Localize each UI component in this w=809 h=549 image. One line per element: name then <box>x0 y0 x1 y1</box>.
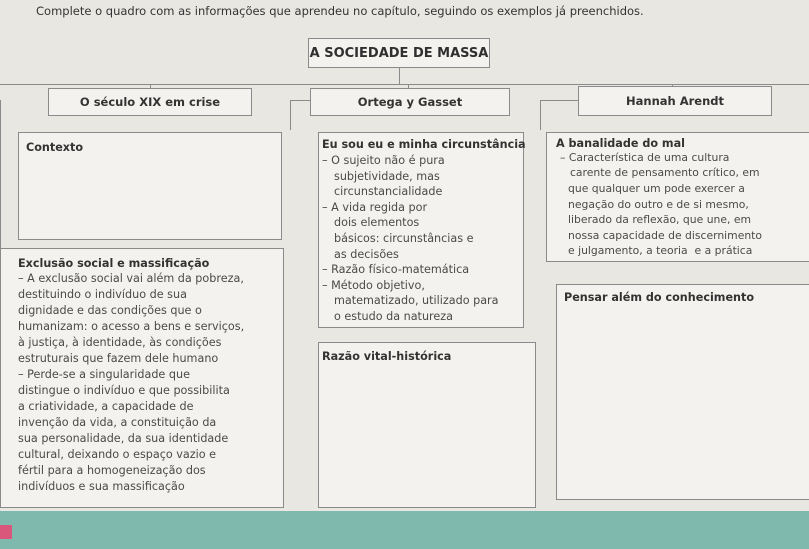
exclusao-line: indivíduos e sua massificação <box>18 480 185 493</box>
exclusao-line: – A exclusão social vai além da pobreza, <box>18 272 244 285</box>
circunstancia-line: – Método objetivo, <box>322 279 425 292</box>
banalidade-line: liberado da reflexão, que une, em <box>568 213 752 226</box>
connector-horizontal <box>0 84 809 85</box>
circunstancia-line: básicos: circunstâncias e <box>334 232 474 245</box>
razao-vital-box <box>318 342 536 508</box>
circunstancia-heading: Eu sou eu e minha circunstância <box>322 138 526 151</box>
exclusao-line: sua personalidade, da sua identidade <box>18 432 229 445</box>
exclusao-line: a criatividade, a capacidade de <box>18 400 194 413</box>
circunstancia-line: – O sujeito não é pura <box>322 154 445 167</box>
banalidade-line: que qualquer um pode exercer a <box>568 182 745 195</box>
page-title: A SOCIEDADE DE MASSA <box>308 38 490 68</box>
exclusao-line: à justiça, à identidade, às condições <box>18 336 222 349</box>
right-stub-1 <box>540 100 578 101</box>
banalidade-line: – Característica de uma cultura <box>560 151 730 164</box>
circunstancia-line: – Razão físico-matemática <box>322 263 470 276</box>
middle-stub-2 <box>290 100 291 130</box>
exclusao-line: – Perde-se a singularidade que <box>18 368 190 381</box>
banalidade-line: negação do outro e de si mesmo, <box>568 198 749 211</box>
circunstancia-line: dois elementos <box>334 216 420 229</box>
connector-title-down <box>399 68 400 85</box>
exclusao-line: distingue o indivíduo e que possibilita <box>18 384 230 397</box>
circunstancia-line: subjetividade, mas <box>334 170 440 183</box>
banalidade-line: e julgamento, a teoria e a prática <box>568 244 753 257</box>
banalidade-line: nossa capacidade de discernimento <box>568 229 763 242</box>
instruction-text: Complete o quadro com as informações que aprendeu no capítulo, seguindo os exemplos já preenchidos. <box>36 4 644 18</box>
exclusao-heading: Exclusão social e massificação <box>18 257 210 270</box>
banalidade-line: carente de pensamento crítico, em <box>570 166 760 179</box>
circunstancia-line: o estudo da natureza <box>334 310 453 323</box>
razao-vital-heading: Razão vital-histórica <box>322 350 452 363</box>
pensar-alem-box <box>556 284 809 500</box>
column-header-seculo-xix: O século XIX em crise <box>48 88 252 116</box>
circunstancia-line: – A vida regida por <box>322 201 428 214</box>
left-vertical-line <box>0 100 1 250</box>
column-header-ortega: Ortega y Gasset <box>310 88 510 116</box>
circunstancia-line: circunstancialidade <box>334 185 443 198</box>
exclusao-line: cultural, deixando o espaço vazio e <box>18 448 217 461</box>
contexto-heading: Contexto <box>26 141 84 154</box>
decorative-bottom-strip <box>0 511 809 549</box>
right-stub-2 <box>540 100 541 130</box>
exclusao-line: destituindo o indivíduo de sua <box>18 288 187 301</box>
exclusao-line: invenção da vida, a constituição da <box>18 416 217 429</box>
exclusao-line: humanizam: o acesso a bens e serviços, <box>18 320 245 333</box>
exclusao-line: estruturais que fazem dele humano <box>18 352 219 365</box>
exclusao-line: fértil para a homogeneização dos <box>18 464 206 477</box>
exclusao-line: dignidade e das condições que o <box>18 304 202 317</box>
circunstancia-line: matematizado, utilizado para <box>334 294 499 307</box>
decorative-pink-mark <box>0 525 12 539</box>
pensar-alem-heading: Pensar além do conhecimento <box>564 291 755 304</box>
banalidade-heading: A banalidade do mal <box>556 137 685 150</box>
column-header-arendt: Hannah Arendt <box>578 86 772 116</box>
circunstancia-line: as decisões <box>334 248 399 261</box>
